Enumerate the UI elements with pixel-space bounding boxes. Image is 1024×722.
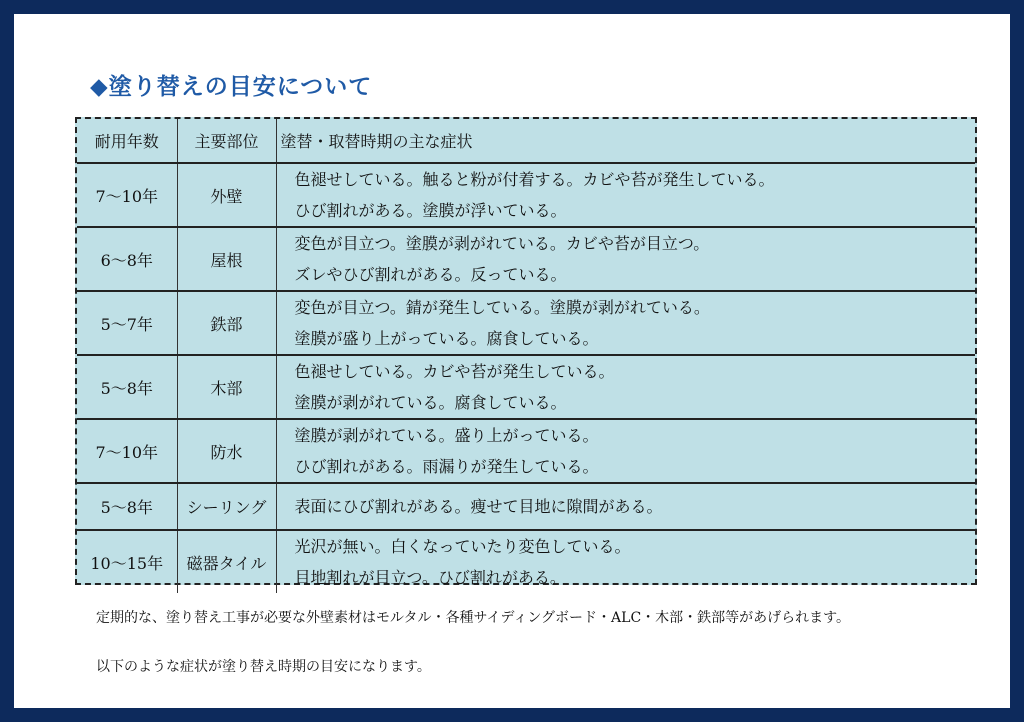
header-part: 主要部位 [177,119,276,163]
main-part-cell: 木部 [177,355,276,419]
main-part-cell: 屋根 [177,227,276,291]
symptom-line: ズレやひび割れがある。反っている。 [294,265,567,284]
symptom-line: ひび割れがある。雨漏りが発生している。 [294,457,599,476]
symptom-line: 塗膜が剥がれている。腐食している。 [294,393,567,412]
symptoms-cell [276,419,975,483]
symptom-line: 塗膜が盛り上がっている。腐食している。 [294,329,599,348]
service-life-cell: 10～15年 [90,553,164,573]
note-guideline: 以下のような症状が塗り替え時期の目安になります。 [96,659,431,675]
service-life-cell: 5～7年 [77,291,177,355]
table-row [77,291,975,355]
note-materials: 定期的な、塗り替え工事が必要な外壁素材はモルタル・各種サイディングボード・ALC・木部・鉄部等があげられます。 [96,610,851,626]
symptom-line: 色褪せしている。カビや苔が発生している。 [294,362,615,381]
symptoms-cell [276,355,975,419]
table-header-row [77,119,975,163]
main-part-cell: シーリング [177,483,276,530]
symptoms-cell [276,227,975,291]
symptoms-cell [276,163,975,227]
page-title: ◆塗り替えの目安について [90,73,373,100]
table-row [77,483,975,530]
service-life-cell: 5～8年 [77,355,177,419]
header-years: 耐用年数 [77,119,177,163]
symptom-line: 色褪せしている。触ると粉が付着する。カビや苔が発生している。 [294,170,775,189]
symptom-line: ひび割れがある。塗膜が浮いている。 [294,201,567,220]
main-part-cell: 鉄部 [177,291,276,355]
symptoms-cell [276,291,975,355]
service-life-cell: 5～8年 [77,483,177,530]
symptom-line: 表面にひび割れがある。痩せて目地に隙間がある。 [294,497,663,516]
repaint-guide-table [75,117,977,585]
symptom-line: 塗膜が剥がれている。盛り上がっている。 [294,426,599,445]
table-row [77,163,975,227]
document-page [14,14,1010,708]
table-row [77,530,975,593]
symptom-line: 変色が目立つ。塗膜が剥がれている。カビや苔が目立つ。 [294,234,710,253]
table-row [77,419,975,483]
symptoms-cell [276,483,975,530]
service-life-cell: 7～10年 [77,419,177,483]
symptoms-cell [276,530,975,593]
header-symptoms: 塗替・取替時期の主な症状 [276,119,975,163]
main-part-cell: 防水 [177,419,276,483]
table-row [77,227,975,291]
notes [96,605,850,681]
table-row [77,355,975,419]
service-life-cell: 6～8年 [77,227,177,291]
main-part-cell: 磁器タイル [177,530,276,593]
symptom-line: 変色が目立つ。錆が発生している。塗膜が剥がれている。 [294,298,710,317]
service-life-cell: 7～10年 [77,163,177,227]
main-part-cell: 外壁 [177,163,276,227]
symptom-line: 目地割れが目立つ。ひび割れがある。 [294,568,566,587]
symptom-line: 光沢が無い。白くなっていたり変色している。 [294,537,631,556]
